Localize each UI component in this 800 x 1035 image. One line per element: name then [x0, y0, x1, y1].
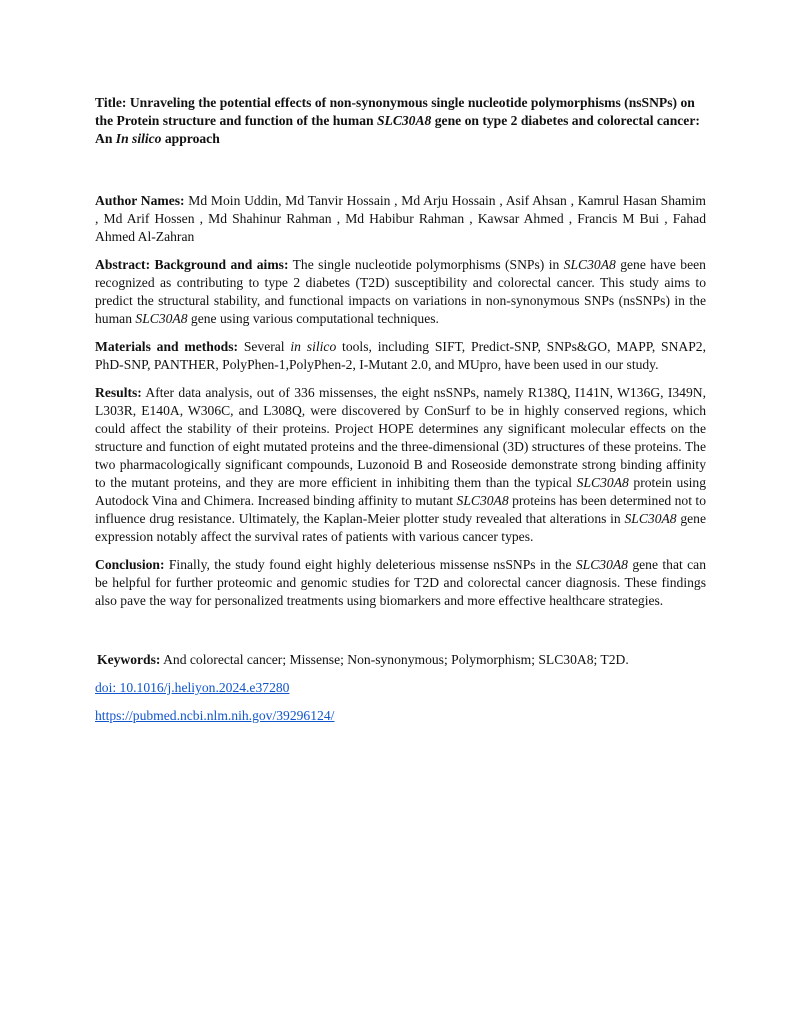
conclusion-label: Conclusion:: [95, 557, 165, 572]
conclusion-text-1: Finally, the study found eight highly deleterious missense nsSNPs in the: [164, 557, 576, 572]
keywords-label: Keywords:: [97, 652, 161, 667]
author-names: [95, 192, 706, 246]
abstract-gene-2: SLC30A8: [135, 311, 188, 326]
abstract-text-2: gene have been recognized as contributing to type 2 diabetes (T2D) susceptibility and colorectal cancer. This study aims to predict the structural stability, and functional impacts on variations in non-synonymous SNPs (nsSNPs) in the human: [95, 257, 706, 326]
results-text-1: After data analysis, out of 336 missenses, the eight nsSNPs, namely R138Q, I141N, W136G, I349N, L303R, E140A, W306C, and L308Q, were discovered by ConSurf to be in highly conserved regions, which could affect the stability of their proteins. Project HOPE determines any significant molecular effects on the structure and function of eight mutated proteins and the three-dimensional (3D) structures of these proteins. The two pharmacologically significant compounds, Luzonoid B and Roseoside demonstrate strong binding affinity to the mutant proteins, and they are more efficient in inhibiting them than the typical: [95, 385, 706, 490]
results-gene-1: SLC30A8: [576, 475, 629, 490]
results-label: Results:: [95, 385, 142, 400]
methods-text-2: tools, including SIFT, Predict-SNP, SNPs&GO, MAPP, SNAP2, PhD-SNP, PANTHER, PolyPhen-1,PolyPhen-2, I-Mutant 2.0, and MUpro, have been used in our study.: [95, 339, 706, 372]
paper-title: [95, 94, 706, 148]
abstract-text-1: The single nucleotide polymorphisms (SNPs) in: [288, 257, 564, 272]
doi-line: [95, 679, 706, 697]
doi-link[interactable]: doi: 10.1016/j.heliyon.2024.e37280: [95, 680, 290, 695]
title-insilico: In silico: [115, 131, 162, 146]
results-text-3: proteins has been determined not to influence drug resistance. Ultimately, the Kaplan-Meier plotter study revealed that alterations in: [95, 493, 706, 526]
results-text-2: protein using Autodock Vina and Chimera. Increased binding affinity to mutant: [95, 475, 707, 508]
keywords-text: And colorectal cancer; Missense; Non-synonymous; Polymorphism; SLC30A8; T2D.: [160, 652, 629, 667]
methods-label: Materials and methods:: [95, 339, 239, 354]
title-label: Title:: [95, 95, 127, 110]
conclusion-gene: SLC30A8: [575, 557, 628, 572]
keywords-line: [95, 651, 706, 669]
results-section: [95, 384, 706, 546]
methods-insilico: in silico: [290, 339, 337, 354]
results-text-4: gene expression notably affect the survival rates of patients with various cancer types.: [95, 511, 706, 544]
abstract-background: [95, 256, 706, 328]
title-text-3: approach: [161, 131, 220, 146]
abstract-gene-1: SLC30A8: [563, 257, 616, 272]
conclusion-text-2: gene that can be helpful for further proteomic and genomic studies for T2D and colorectal cancer diagnosis. These findings also pave the way for personalized treatments using biomarkers and more effective healthcare strategies.: [95, 557, 706, 608]
abstract-text-3: gene using various computational techniques.: [187, 311, 439, 326]
materials-methods: [95, 338, 706, 374]
title-text-2: gene on type 2 diabetes and colorectal cancer: An: [95, 113, 700, 146]
results-gene-2: SLC30A8: [456, 493, 509, 508]
pubmed-line: [95, 707, 706, 725]
abstract-label: Abstract:: [95, 257, 151, 272]
authors-label: Author Names:: [95, 193, 185, 208]
methods-text-1: Several: [238, 339, 291, 354]
document-page: [95, 94, 706, 725]
title-text-1: Unraveling the potential effects of non-synonymous single nucleotide polymorphisms (nsSNPs) on the Protein structure and function of the human: [95, 95, 695, 128]
results-gene-3: SLC30A8: [624, 511, 677, 526]
authors-text: Md Moin Uddin, Md Tanvir Hossain , Md Arju Hossain , Asif Ahsan , Kamrul Hasan Shamim , Md Arif Hossen , Md Shahinur Rahman , Md Habibur Rahman , Kawsar Ahmed , Francis M Bui , Fahad Ahmed Al-Zahran: [95, 193, 706, 244]
background-aims-label: Background and aims:: [150, 257, 289, 272]
conclusion-section: [95, 556, 706, 610]
pubmed-link[interactable]: https://pubmed.ncbi.nlm.nih.gov/39296124/: [95, 708, 335, 723]
title-gene: SLC30A8: [376, 113, 432, 128]
